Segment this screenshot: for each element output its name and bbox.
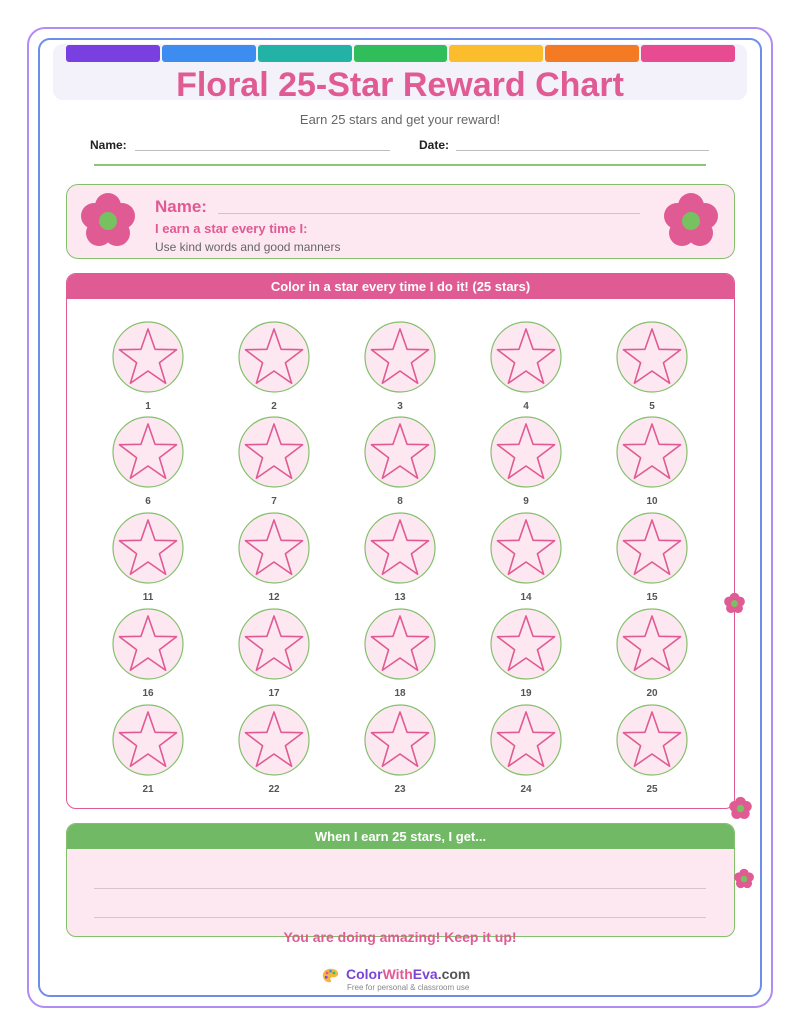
- star-icon[interactable]: [112, 416, 184, 488]
- star-icon[interactable]: [238, 416, 310, 488]
- star-icon[interactable]: [112, 512, 184, 584]
- card-name-label: Name:: [155, 197, 207, 216]
- star-number: 13: [394, 592, 406, 603]
- reward-line[interactable]: [94, 917, 706, 918]
- star-number: 22: [268, 784, 280, 795]
- brand-part: Color: [346, 966, 383, 982]
- star-number: 23: [394, 784, 406, 795]
- star-icon[interactable]: [490, 704, 562, 776]
- page-title: Floral 25-Star Reward Chart: [176, 66, 624, 104]
- star-icon[interactable]: [364, 512, 436, 584]
- star-cell[interactable]: [229, 321, 319, 417]
- star-cell[interactable]: [481, 704, 571, 800]
- rainbow-strip: [66, 45, 735, 62]
- rainbow-segment: [545, 45, 639, 62]
- star-icon[interactable]: [364, 321, 436, 393]
- star-cell[interactable]: [229, 512, 319, 608]
- star-number: 17: [268, 688, 280, 699]
- brand-part: With: [382, 966, 413, 982]
- rainbow-segment: [66, 45, 160, 62]
- star-number: 6: [145, 496, 151, 507]
- footer-tagline: Free for personal & classroom use: [347, 983, 470, 992]
- star-icon[interactable]: [490, 416, 562, 488]
- reward-header: When I earn 25 stars, I get...: [67, 824, 734, 849]
- header-divider: [94, 164, 706, 166]
- star-number: 9: [523, 496, 529, 507]
- star-icon[interactable]: [616, 416, 688, 488]
- star-number: 5: [649, 401, 655, 412]
- star-icon[interactable]: [490, 512, 562, 584]
- star-icon[interactable]: [112, 608, 184, 680]
- star-icon[interactable]: [364, 416, 436, 488]
- rainbow-segment: [641, 45, 735, 62]
- star-number: 11: [142, 592, 154, 603]
- star-icon[interactable]: [112, 321, 184, 393]
- date-field-label: Date:: [419, 138, 450, 152]
- star-cell[interactable]: [103, 512, 193, 608]
- name-field-label: Name:: [90, 138, 127, 152]
- star-number: 19: [520, 688, 532, 699]
- star-number: 18: [394, 688, 406, 699]
- star-cell[interactable]: [229, 704, 319, 800]
- star-icon[interactable]: [616, 608, 688, 680]
- star-icon[interactable]: [238, 512, 310, 584]
- star-number: 1: [145, 401, 151, 412]
- star-icon[interactable]: [112, 704, 184, 776]
- star-cell[interactable]: [103, 416, 193, 512]
- brand-logo[interactable]: [346, 966, 470, 982]
- star-icon[interactable]: [364, 704, 436, 776]
- star-cell[interactable]: [481, 512, 571, 608]
- star-cell[interactable]: [103, 704, 193, 800]
- star-number: 8: [397, 496, 403, 507]
- star-number: 21: [142, 784, 154, 795]
- star-number: 20: [646, 688, 658, 699]
- flower-icon: [78, 191, 138, 251]
- card-name-line[interactable]: [218, 213, 640, 214]
- behavior-text: Use kind words and good manners: [155, 240, 341, 254]
- star-icon[interactable]: [616, 512, 688, 584]
- page-subtitle: Earn 25 stars and get your reward!: [299, 112, 501, 127]
- flower-icon: [733, 868, 755, 890]
- star-cell[interactable]: [481, 608, 571, 704]
- star-icon[interactable]: [238, 704, 310, 776]
- star-cell[interactable]: [481, 416, 571, 512]
- star-number: 12: [268, 592, 280, 603]
- flower-icon: [661, 191, 721, 251]
- brand-part: Eva: [412, 966, 438, 982]
- star-number: 14: [520, 592, 532, 603]
- star-number: 4: [523, 401, 529, 412]
- star-cell[interactable]: [229, 416, 319, 512]
- star-cell[interactable]: [607, 608, 697, 704]
- star-cell[interactable]: [481, 321, 571, 417]
- star-cell[interactable]: [355, 608, 445, 704]
- reward-panel: [66, 823, 735, 937]
- star-cell[interactable]: [607, 416, 697, 512]
- rainbow-segment: [354, 45, 448, 62]
- rainbow-segment: [449, 45, 543, 62]
- star-cell[interactable]: [103, 608, 193, 704]
- star-icon[interactable]: [616, 704, 688, 776]
- star-number: 3: [397, 401, 403, 412]
- star-number: 15: [646, 592, 658, 603]
- star-cell[interactable]: [607, 704, 697, 800]
- star-number: 24: [520, 784, 532, 795]
- name-field-line[interactable]: [135, 150, 390, 151]
- stars-header: Color in a star every time I do it! (25 stars): [67, 274, 734, 299]
- star-number: 7: [271, 496, 277, 507]
- star-cell[interactable]: [355, 704, 445, 800]
- star-icon[interactable]: [238, 608, 310, 680]
- brand-part: .com: [437, 966, 471, 982]
- star-cell[interactable]: [607, 512, 697, 608]
- star-icon[interactable]: [364, 608, 436, 680]
- flower-icon: [723, 592, 746, 615]
- star-number: 16: [142, 688, 154, 699]
- star-icon[interactable]: [616, 321, 688, 393]
- star-cell[interactable]: [355, 512, 445, 608]
- date-field-line[interactable]: [456, 150, 709, 151]
- rainbow-segment: [258, 45, 352, 62]
- star-cell[interactable]: [103, 321, 193, 417]
- star-icon[interactable]: [490, 321, 562, 393]
- star-icon[interactable]: [238, 321, 310, 393]
- flower-icon: [728, 796, 753, 821]
- reward-line[interactable]: [94, 888, 706, 889]
- star-icon[interactable]: [490, 608, 562, 680]
- star-cell[interactable]: [355, 321, 445, 417]
- star-cell[interactable]: [229, 608, 319, 704]
- star-number: 10: [646, 496, 658, 507]
- star-cell[interactable]: [355, 416, 445, 512]
- star-number: 25: [646, 784, 658, 795]
- palette-icon: [322, 967, 339, 984]
- encouragement-text: You are doing amazing! Keep it up!: [283, 929, 517, 945]
- star-cell[interactable]: [607, 321, 697, 417]
- star-number: 2: [271, 401, 277, 412]
- rainbow-segment: [162, 45, 256, 62]
- earn-label: I earn a star every time I:: [155, 221, 308, 236]
